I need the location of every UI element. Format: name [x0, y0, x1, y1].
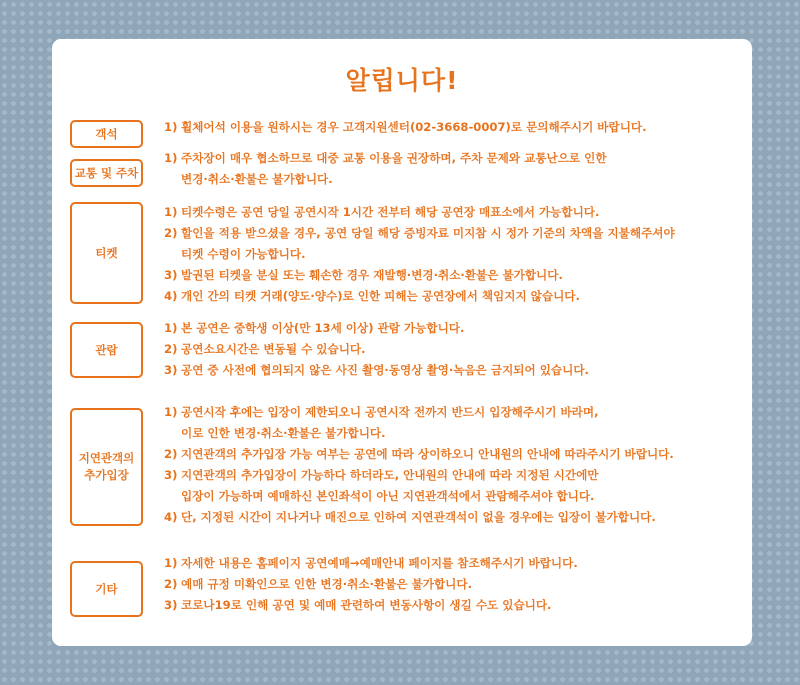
- section-items-late-entry: [164, 402, 744, 528]
- list-item: [164, 507, 744, 528]
- notice-card: [52, 39, 752, 646]
- list-item: [164, 360, 744, 381]
- item-number: 4): [164, 289, 178, 303]
- item-text: 공연소요시간은 변동될 수 있습니다.: [181, 342, 366, 356]
- item-text: 주차장이 매우 협소하므로 대중 교통 이용을 권장하며, 주차 문제와 교통난으로 인한 변경·취소·환불은 불가합니다.: [181, 151, 607, 186]
- item-number: 1): [164, 321, 178, 335]
- item-number: 1): [164, 556, 178, 570]
- list-item: [164, 117, 744, 138]
- item-text: 개인 간의 티켓 거래(양도·양수)로 인한 피해는 공연장에서 책임지지 않습니다.: [181, 289, 580, 303]
- section-items-etc: [164, 553, 744, 616]
- item-number: 1): [164, 405, 178, 419]
- notice-title: 알립니다!: [345, 66, 459, 95]
- list-item: [164, 339, 744, 360]
- item-number: 1): [164, 151, 178, 165]
- item-text: 공연시작 후에는 입장이 제한되오니 공연시작 전까지 반드시 입장해주시기 바라며, 이로 인한 변경·취소·환불은 불가합니다.: [181, 405, 599, 440]
- section-label-etc: 기타: [70, 561, 143, 617]
- item-number: 3): [164, 268, 178, 282]
- item-number: 2): [164, 226, 178, 240]
- item-number: 2): [164, 577, 178, 591]
- item-number: 3): [164, 598, 178, 612]
- list-item: [164, 148, 744, 190]
- item-text: 지연관객의 추가입장 가능 여부는 공연에 따라 상이하오니 안내원의 안내에 따라주시기 바랍니다.: [181, 447, 674, 461]
- item-number: 1): [164, 205, 178, 219]
- list-item: [164, 223, 744, 265]
- item-number: 3): [164, 363, 178, 377]
- item-text: 단, 지정된 시간이 지나거나 매진으로 인하여 지연관객석이 없을 경우에는 입장이 불가합니다.: [181, 510, 656, 524]
- section-items-seat: [164, 117, 744, 138]
- list-item: [164, 595, 744, 616]
- section-label-late-entry: 지연관객의 추가입장: [70, 408, 143, 526]
- list-item: [164, 553, 744, 574]
- section-items-ticket: [164, 202, 744, 307]
- item-text: 코로나19로 인해 공연 및 예매 관련하여 변동사항이 생길 수도 있습니다.: [181, 598, 552, 612]
- list-item: [164, 574, 744, 595]
- section-label-seat: 객석: [70, 120, 143, 148]
- section-label-viewing: 관람: [70, 322, 143, 378]
- section-items-parking: [164, 148, 744, 190]
- item-text: 예매 규정 미확인으로 인한 변경·취소·환불은 불가합니다.: [181, 577, 472, 591]
- item-text: 할인을 적용 받으셨을 경우, 공연 당일 해당 증빙자료 미지참 시 정가 기준의 차액을 지불해주셔야 티켓 수령이 가능합니다.: [181, 226, 675, 261]
- section-label-parking: 교통 및 주차: [70, 159, 143, 187]
- item-text: 발권된 티켓을 분실 또는 훼손한 경우 재발행·변경·취소·환불은 불가합니다.: [181, 268, 563, 282]
- item-number: 3): [164, 468, 178, 482]
- item-number: 1): [164, 120, 178, 134]
- section-items-viewing: [164, 318, 744, 381]
- item-text: 본 공연은 중학생 이상(만 13세 이상) 관람 가능합니다.: [181, 321, 465, 335]
- item-number: 2): [164, 342, 178, 356]
- list-item: [164, 202, 744, 223]
- item-text: 지연관객의 추가입장이 가능하다 하더라도, 안내원의 안내에 따라 지정된 시간에만 입장이 가능하며 예매하신 본인좌석이 아닌 지연관객석에서 관람해주셔야 합니다.: [181, 468, 599, 503]
- item-text: 자세한 내용은 홈페이지 공연예매→예매안내 페이지를 참조해주시기 바랍니다.: [181, 556, 578, 570]
- list-item: [164, 465, 744, 507]
- list-item: [164, 444, 744, 465]
- list-item: [164, 286, 744, 307]
- list-item: [164, 402, 744, 444]
- list-item: [164, 318, 744, 339]
- item-text: 공연 중 사전에 협의되지 않은 사진 촬영·동영상 촬영·녹음은 금지되어 있습니다.: [181, 363, 589, 377]
- item-text: 휠체어석 이용을 원하시는 경우 고객지원센터(02-3668-0007)로 문의해주시기 바랍니다.: [181, 120, 647, 134]
- item-number: 2): [164, 447, 178, 461]
- item-text: 티켓수령은 공연 당일 공연시작 1시간 전부터 해당 공연장 매표소에서 가능합니다.: [181, 205, 600, 219]
- list-item: [164, 265, 744, 286]
- item-number: 4): [164, 510, 178, 524]
- section-label-ticket: 티켓: [70, 202, 143, 304]
